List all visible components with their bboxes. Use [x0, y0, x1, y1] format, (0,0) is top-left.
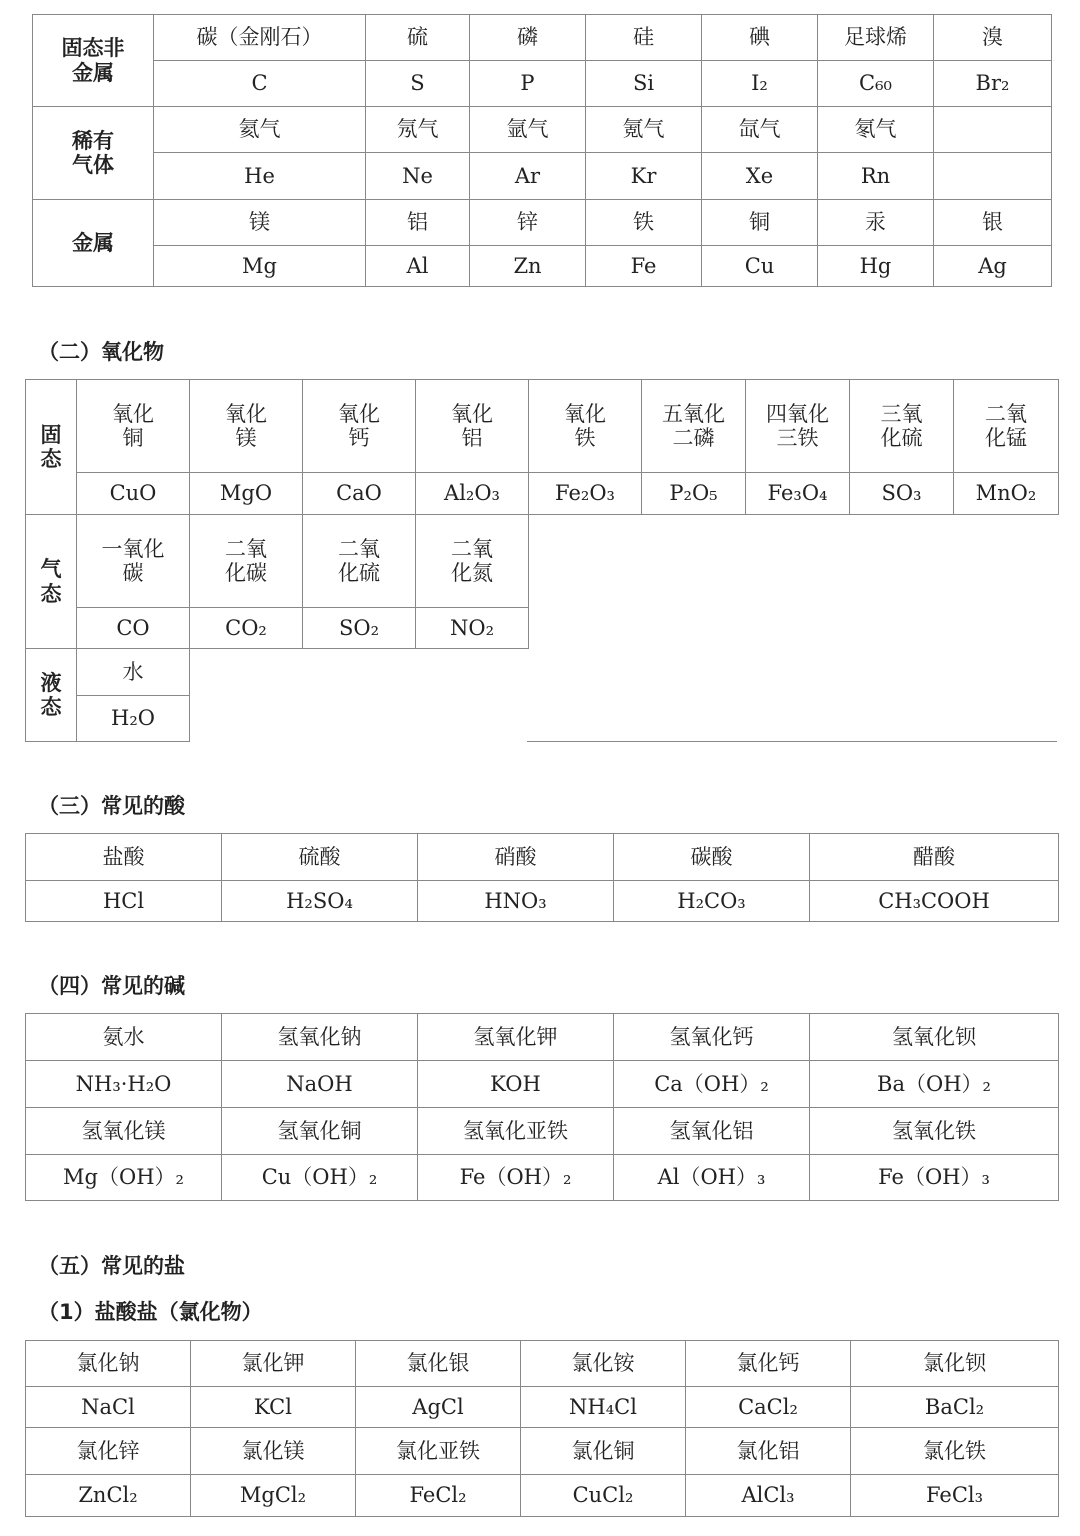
category-gas: 气 态	[26, 515, 77, 649]
base-formula: Ba（OH）₂	[810, 1061, 1059, 1108]
element-name: 碳（金刚石）	[154, 15, 366, 61]
element-name: 铜	[702, 200, 818, 246]
element-name: 氪气	[586, 107, 702, 153]
element-name: 汞	[818, 200, 934, 246]
oxides-solid-table	[25, 379, 1059, 515]
category-solid-nonmetal: 固态非 金属	[33, 15, 154, 107]
oxide-formula: CO	[77, 608, 190, 649]
base-name: 氢氧化铁	[810, 1108, 1059, 1155]
element-name	[934, 107, 1052, 153]
element-formula: P	[470, 61, 586, 107]
salt-name: 氯化锌	[26, 1428, 191, 1475]
element-formula	[934, 153, 1052, 200]
oxide-name: 一氧化 碳	[77, 515, 190, 608]
table-divider	[527, 741, 1057, 742]
salt-formula: AlCl₃	[686, 1475, 851, 1517]
salt-name: 氯化钾	[191, 1341, 356, 1387]
category-liquid: 液 态	[26, 649, 77, 742]
category-metal: 金属	[33, 200, 154, 287]
element-formula: Kr	[586, 153, 702, 200]
element-name: 镁	[154, 200, 366, 246]
section-title-oxides: （二）氧化物	[38, 340, 164, 364]
oxides-liquid-table	[25, 648, 190, 742]
element-name: 氡气	[818, 107, 934, 153]
base-formula: KOH	[418, 1061, 614, 1108]
oxide-name: 氧化 铁	[529, 380, 642, 473]
oxide-formula: NO₂	[416, 608, 529, 649]
element-name: 溴	[934, 15, 1052, 61]
acid-formula: H₂SO₄	[222, 881, 418, 922]
salt-formula: ZnCl₂	[26, 1475, 191, 1517]
base-name: 氨水	[26, 1014, 222, 1061]
salt-formula: MgCl₂	[191, 1475, 356, 1517]
salt-name: 氯化镁	[191, 1428, 356, 1475]
oxide-formula: H₂O	[77, 696, 190, 742]
oxide-formula: P₂O₅	[642, 473, 746, 515]
section-title-salts: （五）常见的盐	[38, 1254, 185, 1278]
base-name: 氢氧化亚铁	[418, 1108, 614, 1155]
element-name: 氦气	[154, 107, 366, 153]
acid-name: 碳酸	[614, 834, 810, 881]
acids-table	[25, 833, 1059, 922]
salt-name: 氯化铁	[851, 1428, 1059, 1475]
acid-formula: CH₃COOH	[810, 881, 1059, 922]
element-formula: C₆₀	[818, 61, 934, 107]
element-formula: C	[154, 61, 366, 107]
oxide-name: 二氧 化硫	[303, 515, 416, 608]
element-name: 铁	[586, 200, 702, 246]
category-solid: 固 态	[26, 380, 77, 515]
oxide-formula: CaO	[303, 473, 416, 515]
bases-table	[25, 1013, 1059, 1201]
element-formula: Hg	[818, 246, 934, 287]
oxide-name: 二氧 化锰	[954, 380, 1059, 473]
element-formula: Rn	[818, 153, 934, 200]
element-name: 磷	[470, 15, 586, 61]
oxide-name: 氧化 镁	[190, 380, 303, 473]
salt-name: 氯化钠	[26, 1341, 191, 1387]
element-formula: Zn	[470, 246, 586, 287]
oxide-name: 二氧 化碳	[190, 515, 303, 608]
element-formula: Cu	[702, 246, 818, 287]
oxide-formula: MnO₂	[954, 473, 1059, 515]
salts-table	[25, 1340, 1059, 1517]
acid-formula: H₂CO₃	[614, 881, 810, 922]
section-title-acids: （三）常见的酸	[38, 794, 185, 818]
element-name: 硅	[586, 15, 702, 61]
base-formula: Al（OH）₃	[614, 1155, 810, 1201]
element-name: 氙气	[702, 107, 818, 153]
salt-formula: NaCl	[26, 1387, 191, 1428]
element-formula: Ag	[934, 246, 1052, 287]
oxide-name: 水	[77, 649, 190, 696]
element-formula: Fe	[586, 246, 702, 287]
salt-formula: KCl	[191, 1387, 356, 1428]
oxide-formula: Fe₂O₃	[529, 473, 642, 515]
base-name: 氢氧化铝	[614, 1108, 810, 1155]
element-name: 足球烯	[818, 15, 934, 61]
elements-table	[32, 14, 1052, 287]
oxide-name: 氧化 铝	[416, 380, 529, 473]
acid-name: 醋酸	[810, 834, 1059, 881]
oxide-name: 三氧 化硫	[850, 380, 954, 473]
base-name: 氢氧化钙	[614, 1014, 810, 1061]
oxide-formula: CO₂	[190, 608, 303, 649]
oxide-name: 五氧化 二磷	[642, 380, 746, 473]
salt-name: 氯化铜	[521, 1428, 686, 1475]
salt-name: 氯化铵	[521, 1341, 686, 1387]
acid-name: 硝酸	[418, 834, 614, 881]
element-formula: S	[366, 61, 470, 107]
base-formula: NaOH	[222, 1061, 418, 1108]
element-name: 碘	[702, 15, 818, 61]
oxide-formula: Al₂O₃	[416, 473, 529, 515]
acid-formula: HCl	[26, 881, 222, 922]
oxide-formula: SO₂	[303, 608, 416, 649]
oxide-name: 氧化 钙	[303, 380, 416, 473]
salt-name: 氯化亚铁	[356, 1428, 521, 1475]
base-name: 氢氧化铜	[222, 1108, 418, 1155]
oxides-gas-table	[25, 514, 529, 649]
oxide-formula: Fe₃O₄	[746, 473, 850, 515]
base-name: 氢氧化钡	[810, 1014, 1059, 1061]
element-formula: Si	[586, 61, 702, 107]
salt-formula: AgCl	[356, 1387, 521, 1428]
salt-formula: CuCl₂	[521, 1475, 686, 1517]
oxide-name: 二氧 化氮	[416, 515, 529, 608]
salt-formula: NH₄Cl	[521, 1387, 686, 1428]
salt-name: 氯化银	[356, 1341, 521, 1387]
element-formula: Mg	[154, 246, 366, 287]
acid-formula: HNO₃	[418, 881, 614, 922]
base-name: 氢氧化钾	[418, 1014, 614, 1061]
salt-formula: BaCl₂	[851, 1387, 1059, 1428]
oxide-formula: SO₃	[850, 473, 954, 515]
element-name: 氩气	[470, 107, 586, 153]
section-title-bases: （四）常见的碱	[38, 974, 185, 998]
element-formula: Al	[366, 246, 470, 287]
base-name: 氢氧化钠	[222, 1014, 418, 1061]
salt-formula: FeCl₂	[356, 1475, 521, 1517]
salt-name: 氯化钙	[686, 1341, 851, 1387]
oxide-formula: MgO	[190, 473, 303, 515]
acid-name: 盐酸	[26, 834, 222, 881]
oxide-name: 氧化 铜	[77, 380, 190, 473]
element-formula: He	[154, 153, 366, 200]
salt-formula: CaCl₂	[686, 1387, 851, 1428]
base-formula: Cu（OH）₂	[222, 1155, 418, 1201]
base-formula: Mg（OH）₂	[26, 1155, 222, 1201]
oxide-formula: CuO	[77, 473, 190, 515]
section-subtitle-chlorides: （1）盐酸盐（氯化物）	[38, 1300, 263, 1324]
oxide-name: 四氧化 三铁	[746, 380, 850, 473]
element-name: 硫	[366, 15, 470, 61]
element-name: 锌	[470, 200, 586, 246]
base-formula: NH₃·H₂O	[26, 1061, 222, 1108]
base-formula: Fe（OH）₂	[418, 1155, 614, 1201]
element-formula: Ne	[366, 153, 470, 200]
element-formula: Br₂	[934, 61, 1052, 107]
salt-formula: FeCl₃	[851, 1475, 1059, 1517]
element-formula: Xe	[702, 153, 818, 200]
base-name: 氢氧化镁	[26, 1108, 222, 1155]
element-formula: I₂	[702, 61, 818, 107]
salt-name: 氯化铝	[686, 1428, 851, 1475]
element-name: 氖气	[366, 107, 470, 153]
base-formula: Ca（OH）₂	[614, 1061, 810, 1108]
category-noble-gas: 稀有 气体	[33, 107, 154, 200]
acid-name: 硫酸	[222, 834, 418, 881]
element-name: 铝	[366, 200, 470, 246]
base-formula: Fe（OH）₃	[810, 1155, 1059, 1201]
salt-name: 氯化钡	[851, 1341, 1059, 1387]
element-formula: Ar	[470, 153, 586, 200]
element-name: 银	[934, 200, 1052, 246]
